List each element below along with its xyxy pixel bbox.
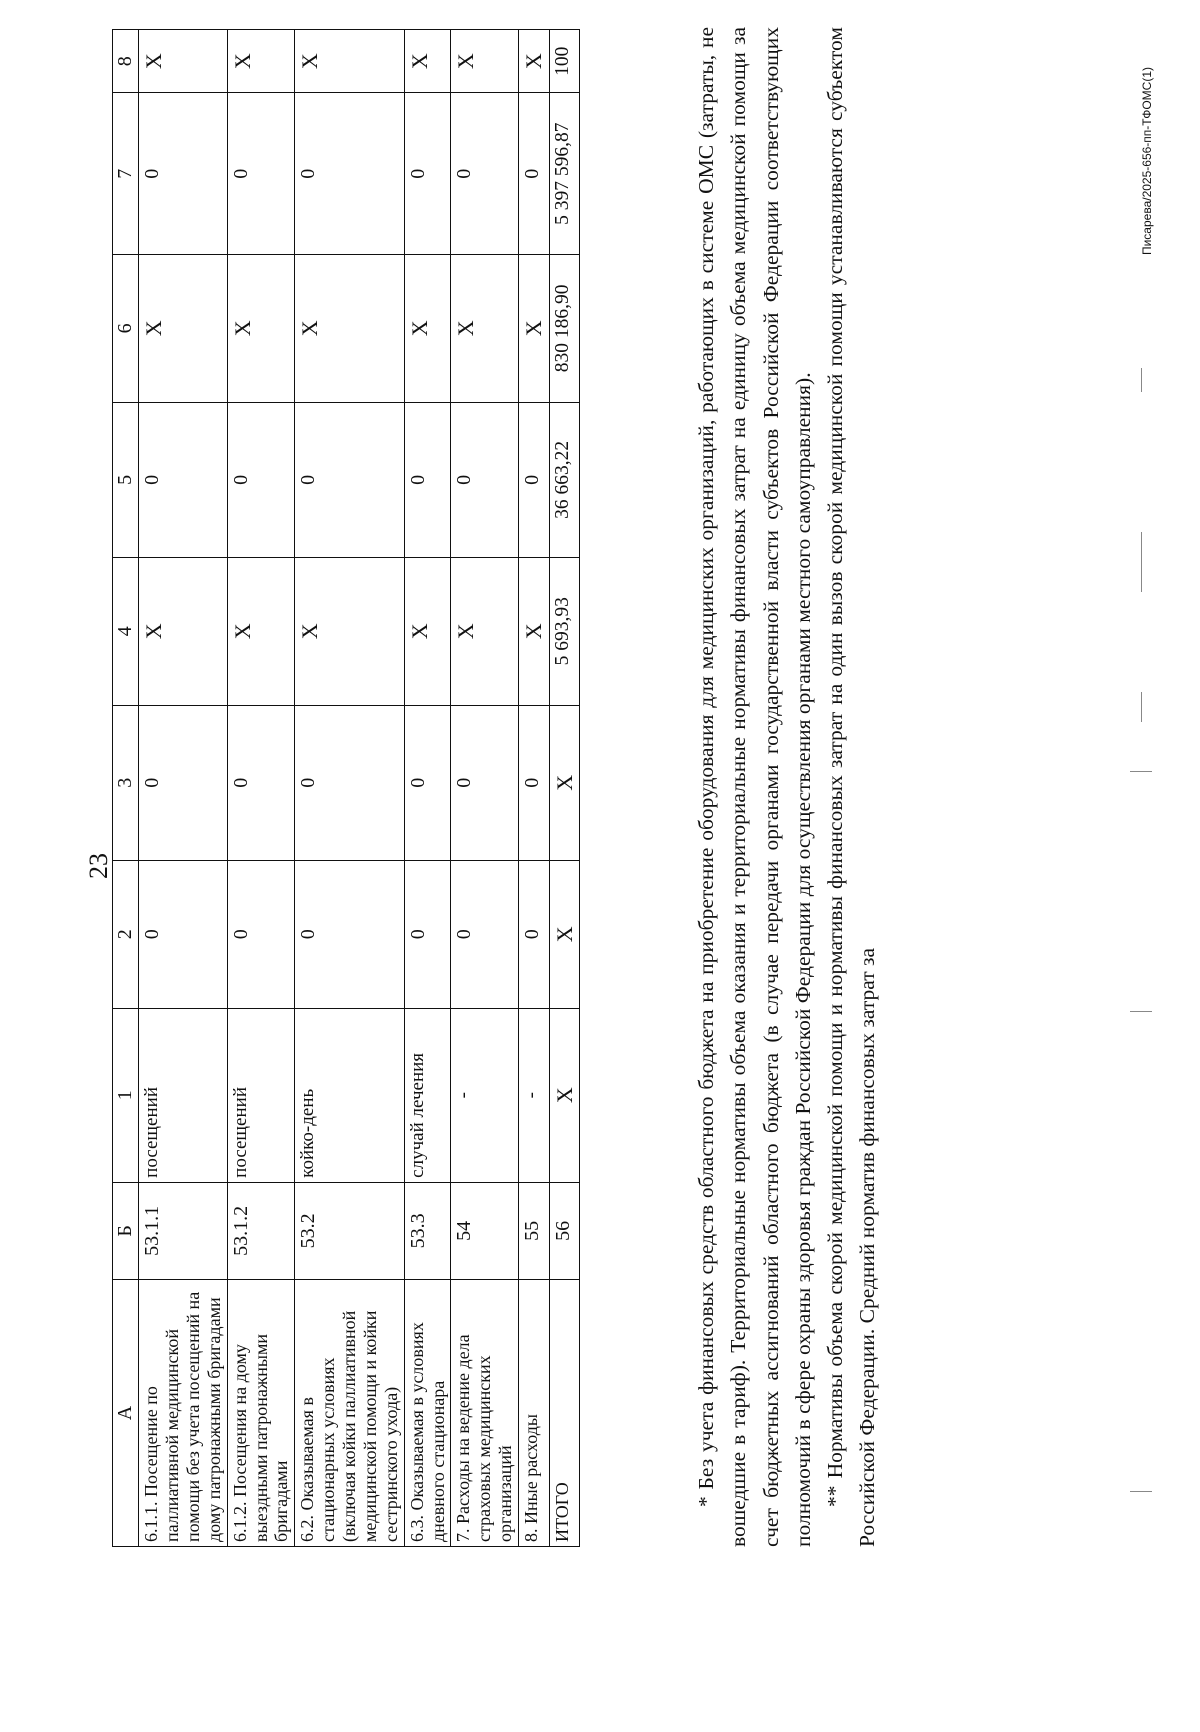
- value-cell: Х: [227, 557, 295, 705]
- value-cell: Х: [519, 254, 550, 402]
- value-cell: Х: [519, 557, 550, 705]
- row-code: 54: [451, 1182, 519, 1279]
- row-code: 53.1.2: [227, 1182, 295, 1279]
- value-cell: Х: [451, 557, 519, 705]
- value-cell: 0: [139, 93, 228, 255]
- page-number: 23: [84, 853, 113, 879]
- value-cell: Х: [404, 30, 451, 93]
- value-cell: 0: [295, 93, 404, 255]
- value-cell: Х: [227, 30, 295, 93]
- row-code: 53.1.1: [139, 1182, 228, 1279]
- value-cell: Х: [549, 860, 580, 1008]
- table-row: [519, 30, 550, 1547]
- value-cell: Х: [139, 30, 228, 93]
- value-cell: Х: [404, 557, 451, 705]
- value-cell: Х: [227, 254, 295, 402]
- footnote-2: ** Нормативы объема скорой медицинской помощи и нормативы финансовых затрат на один вызов скорой медицинской помощи устанавливаются субъектом Российской Федерации. Средний норматив финансовых затрат за: [823, 27, 880, 1547]
- col-header: 2: [113, 860, 139, 1008]
- value-cell: 0: [404, 860, 451, 1008]
- col-header: 8: [113, 30, 139, 93]
- value-cell: 0: [451, 93, 519, 255]
- col-header: 6: [113, 254, 139, 402]
- value-cell: 0: [451, 705, 519, 860]
- value-cell: 0: [227, 860, 295, 1008]
- col-header: 5: [113, 402, 139, 557]
- col-header: Б: [113, 1182, 139, 1279]
- row-label: ИТОГО: [549, 1279, 580, 1546]
- col-header: 7: [113, 93, 139, 255]
- table-header-row: [113, 30, 139, 1547]
- value-cell: 0: [227, 402, 295, 557]
- unit-cell: Х: [549, 1008, 580, 1182]
- value-cell: 0: [451, 860, 519, 1008]
- table-row-total: [549, 30, 580, 1547]
- table-row: [404, 30, 451, 1547]
- row-code: 53.2: [295, 1182, 404, 1279]
- value-cell: Х: [295, 254, 404, 402]
- table-row: [451, 30, 519, 1547]
- unit-cell: посещений: [227, 1008, 295, 1182]
- row-code: 53.3: [404, 1182, 451, 1279]
- table-row: [295, 30, 404, 1547]
- value-cell: 0: [404, 402, 451, 557]
- value-cell: 830 186,90: [549, 254, 580, 402]
- row-label: 6.1.1. Посещение по паллиативной медицинской помощи без учета посещений на дому патронажными бригадами: [139, 1279, 228, 1546]
- value-cell: Х: [295, 557, 404, 705]
- value-cell: Х: [295, 30, 404, 93]
- value-cell: 0: [519, 860, 550, 1008]
- value-cell: 0: [295, 705, 404, 860]
- row-label: 6.2. Оказываемая в стационарных условиях (включая койки паллиативной медицинской помощи и койки сестринского ухода): [295, 1279, 404, 1546]
- value-cell: Х: [139, 557, 228, 705]
- value-cell: 0: [404, 93, 451, 255]
- value-cell: 0: [227, 705, 295, 860]
- value-cell: 0: [451, 402, 519, 557]
- unit-cell: случай лечения: [404, 1008, 451, 1182]
- value-cell: 0: [139, 402, 228, 557]
- col-header: 4: [113, 557, 139, 705]
- value-cell: Х: [451, 30, 519, 93]
- value-cell: Х: [519, 30, 550, 93]
- unit-cell: -: [519, 1008, 550, 1182]
- value-cell: 0: [295, 402, 404, 557]
- footnotes: [690, 27, 884, 1547]
- value-cell: 0: [519, 93, 550, 255]
- value-cell: 5 397 596,87: [549, 93, 580, 255]
- value-cell: 36 663,22: [549, 402, 580, 557]
- value-cell: 0: [227, 93, 295, 255]
- value-cell: Х: [549, 705, 580, 860]
- footnote-1: * Без учета финансовых средств областного бюджета на приобретение оборудования для медицинских организаций, работающих в системе ОМС (затраты, не вошедшие в тариф). Территориальные нормативы объема оказания и территориальные нормативы финансовых затрат на единицу объема медицинской помощи за счет бюджетных ассигнований областного бюджета (в случае передачи органами государственной власти субъектов Российской Федерации соответствующих полномочий в сфере охраны здоровья граждан Российской Федерации для осуществления органами местного самоуправления).: [694, 27, 815, 1547]
- col-header: 3: [113, 705, 139, 860]
- value-cell: 5 693,93: [549, 557, 580, 705]
- financing-table: [112, 29, 580, 1547]
- col-header: 1: [113, 1008, 139, 1182]
- value-cell: 0: [519, 402, 550, 557]
- value-cell: 0: [404, 705, 451, 860]
- table-row: [227, 30, 295, 1547]
- value-cell: 0: [139, 860, 228, 1008]
- row-code: 55: [519, 1182, 550, 1279]
- row-code: 56: [549, 1182, 580, 1279]
- row-label: 6.3. Оказываемая в условиях дневного стационара: [404, 1279, 451, 1546]
- row-label: 6.1.2. Посещения на дому выездными патронажными бригадами: [227, 1279, 295, 1546]
- unit-cell: койко-день: [295, 1008, 404, 1182]
- value-cell: 0: [519, 705, 550, 860]
- unit-cell: посещений: [139, 1008, 228, 1182]
- document-reference: Писарева/2025-656-пп-ТФОМС(1): [1140, 67, 1154, 256]
- value-cell: 100: [549, 30, 580, 93]
- row-label: 7. Расходы на ведение дела страховых медицинских организаций: [451, 1279, 519, 1546]
- table-row: [139, 30, 228, 1547]
- value-cell: 0: [295, 860, 404, 1008]
- col-header: А: [113, 1279, 139, 1546]
- unit-cell: -: [451, 1008, 519, 1182]
- row-label: 8. Иные расходы: [519, 1279, 550, 1546]
- value-cell: Х: [404, 254, 451, 402]
- value-cell: Х: [451, 254, 519, 402]
- value-cell: Х: [139, 254, 228, 402]
- value-cell: 0: [139, 705, 228, 860]
